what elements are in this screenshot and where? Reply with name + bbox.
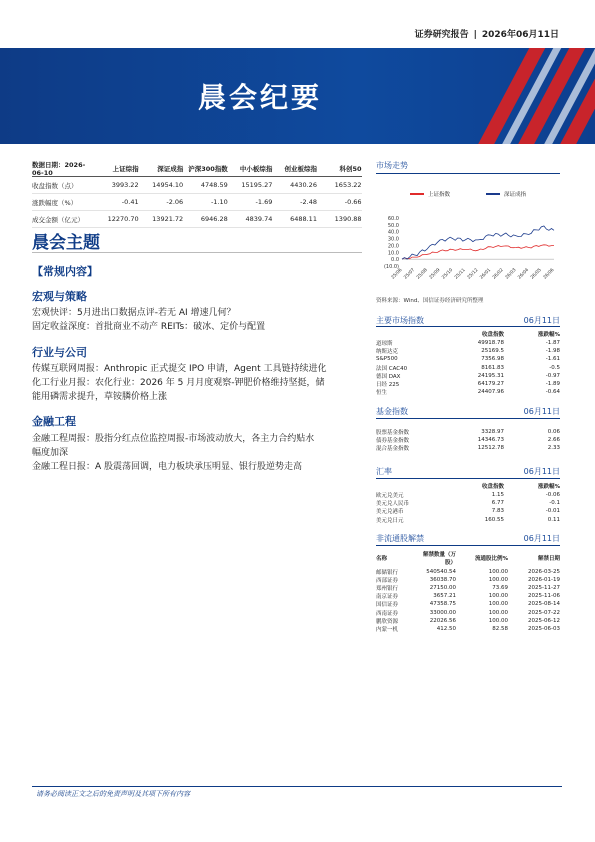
markets-rule <box>376 326 560 327</box>
table-cell: -1.10 <box>210 198 228 206</box>
table-row <box>376 388 560 396</box>
table-cell: 6488.11 <box>290 215 317 223</box>
article-link[interactable]: 传媒互联网周报：Anthropic 正式提交 IPO 申请，Agent 工具链持续进化 <box>32 364 327 374</box>
unlock-rule <box>376 545 560 546</box>
table-row <box>376 355 560 363</box>
table-cell: 国信证券 <box>376 602 399 609</box>
table-cell: 49918.78 <box>477 340 504 347</box>
table-row <box>32 177 362 194</box>
footer-rule <box>32 786 562 787</box>
article-link-continuation[interactable]: 幅度加深 <box>32 448 69 458</box>
table-cell: -0.97 <box>545 372 560 379</box>
article-link[interactable]: 金融工程日报：A 股震荡回调，电力板块承压明显、银行股逆势走高 <box>32 462 303 472</box>
table-cell: 收盘指数（点） <box>32 181 78 190</box>
table-cell: 24195.31 <box>477 372 504 379</box>
article-link[interactable]: 金融工程周报：股指分红点位监控周报-市场波动放大，各主力合约贴水 <box>32 434 315 444</box>
legend-swatch <box>410 193 424 195</box>
fx-rule <box>376 478 560 479</box>
table-row <box>376 600 560 608</box>
header-cell: 流通股比例% <box>474 556 508 562</box>
table-cell: 24407.96 <box>477 389 504 396</box>
table-cell: 涨跌幅度（%） <box>32 198 78 207</box>
table-cell: 64179.27 <box>477 381 504 388</box>
table-cell: 27150.00 <box>429 585 456 592</box>
table-header <box>376 548 560 568</box>
legend-item <box>410 190 450 198</box>
page-title: 晨会纪要 <box>197 81 322 114</box>
table-cell: 4430.26 <box>290 181 317 189</box>
table-cell: 2025-06-12 <box>528 617 560 624</box>
table-cell: -0.41 <box>121 198 139 206</box>
table-row <box>376 625 560 633</box>
y-tick-label: 30.0 <box>387 236 399 243</box>
table-row <box>376 568 560 576</box>
x-tick-label: 25/11 <box>454 267 467 281</box>
table-cell: 3993.22 <box>111 181 139 189</box>
unlock-title: 非流通股解禁 <box>376 534 424 543</box>
table-cell: -0.5 <box>549 364 560 371</box>
fx-date: 06月11日 <box>523 467 560 476</box>
y-tick-label: 60.0 <box>387 216 399 222</box>
content-category: 【常规内容】 <box>32 265 98 278</box>
header-cell: 创业板综指 <box>284 164 317 173</box>
table-cell: -0.64 <box>545 389 560 396</box>
unlock-date: 06月11日 <box>523 534 560 543</box>
table-cell: -0.1 <box>549 500 560 507</box>
table-cell: 欧元兑美元 <box>376 493 404 500</box>
table-row <box>376 372 560 380</box>
table-cell: 2025-08-14 <box>528 601 560 608</box>
table-header <box>376 481 560 491</box>
legend-item <box>486 190 526 198</box>
x-tick-label: 25/07 <box>403 267 417 281</box>
table-cell: -2.06 <box>166 198 184 206</box>
header-separator: | <box>473 30 477 40</box>
table-row <box>376 444 560 452</box>
section-heading-industry: 行业与公司 <box>32 346 87 359</box>
table-row <box>376 436 560 444</box>
table-cell: -1.61 <box>545 356 560 363</box>
section-divider <box>32 252 362 253</box>
table-cell: 14954.10 <box>152 181 184 189</box>
table-row <box>376 608 560 616</box>
table-cell: 25169.5 <box>481 348 504 355</box>
table-cell: 0.06 <box>547 429 560 436</box>
table-row <box>376 380 560 388</box>
table-row <box>376 507 560 515</box>
table-cell: 15195.27 <box>241 181 273 189</box>
table-cell: 6.77 <box>491 500 504 507</box>
x-tick-label: 26/01 <box>479 267 493 281</box>
table-cell: 4748.59 <box>200 181 228 189</box>
header-cell: 科创50 <box>339 164 362 173</box>
table-cell: 道琼斯 <box>376 341 393 348</box>
legend-label: 深证成指 <box>504 192 527 198</box>
table-cell: 纳斯达克 <box>376 349 399 356</box>
table-cell: 郑州银行 <box>376 586 399 593</box>
header-cell: 上证综指 <box>112 164 139 173</box>
y-tick-label: 50.0 <box>387 222 399 229</box>
table-cell: 成交金额（亿元） <box>32 215 84 224</box>
fx-title: 汇率 <box>376 467 392 476</box>
table-cell: 100.00 <box>488 617 508 624</box>
y-tick-label: 40.0 <box>387 229 399 236</box>
x-tick-label: 26/03 <box>504 267 518 281</box>
article-link[interactable]: 化工行业月报：农化行业：2026 年 5 月月度观察-钾肥价格维持坚挺，储 <box>32 378 325 388</box>
table-cell: 82.58 <box>492 625 508 632</box>
table-cell: 西部证券 <box>376 578 399 585</box>
article-link-continuation[interactable]: 能用磷需求提升，草铵膦价格上涨 <box>32 392 168 402</box>
markets-title: 主要市场指数 <box>376 316 424 325</box>
y-tick-label: 0.0 <box>391 257 399 264</box>
table-cell: 1390.88 <box>334 215 362 223</box>
section-heading-macro: 宏观与策略 <box>32 290 87 303</box>
header-cell: 中小板综指 <box>239 164 273 173</box>
table-cell: 100.00 <box>488 609 508 616</box>
table-cell: 160.55 <box>484 516 504 523</box>
funds-rule <box>376 418 560 419</box>
x-tick-label: 25/08 <box>416 267 429 281</box>
table-cell: -0.06 <box>545 492 560 499</box>
x-tick-label: 25/06 <box>390 267 404 281</box>
table-cell: 0.11 <box>547 516 560 523</box>
table-cell: -1.98 <box>545 348 560 355</box>
table-cell: 22026.56 <box>429 617 456 624</box>
table-cell: 2025-11-06 <box>528 593 560 600</box>
section-title: 晨会主题 <box>32 233 100 253</box>
table-cell: 美元兑港币 <box>376 509 404 516</box>
table-cell: -1.89 <box>545 381 560 388</box>
table-row <box>376 576 560 584</box>
markets-table <box>376 329 560 396</box>
table-cell: 100.00 <box>488 601 508 608</box>
table-cell: 3328.97 <box>481 429 504 436</box>
index-table <box>32 160 362 228</box>
table-cell: 1.15 <box>491 492 504 499</box>
table-cell: 100.00 <box>488 569 508 576</box>
table-cell: 日经 225 <box>376 382 400 389</box>
table-cell: 412.50 <box>436 625 456 632</box>
header-cell: 深证成指 <box>157 164 184 173</box>
table-cell: 2025-06-03 <box>528 625 560 632</box>
table-cell: 德国 DAX <box>376 373 401 380</box>
table-cell: 2026-01-19 <box>528 577 560 584</box>
table-cell: 股票基金指数 <box>376 430 410 437</box>
x-tick-label: 26/04 <box>517 267 531 281</box>
y-tick-label: 10.0 <box>387 250 399 257</box>
table-cell: -2.48 <box>300 198 317 206</box>
table-cell: 2026-03-25 <box>528 569 560 576</box>
section-heading-quant: 金融工程 <box>32 415 76 428</box>
chart-source: 资料来源：Wind、国信证券经济研究所整理 <box>376 298 484 304</box>
table-row <box>32 211 362 228</box>
table-cell: S&P500 <box>376 356 398 363</box>
table-cell: 8161.83 <box>481 364 504 371</box>
x-tick-label: 26/02 <box>492 267 505 281</box>
x-tick-label: 25/09 <box>428 267 442 281</box>
table-cell: 2025-11-27 <box>528 585 560 592</box>
table-row <box>376 617 560 625</box>
x-tick-label: 26/06 <box>542 267 556 281</box>
table-row <box>376 491 560 499</box>
table-row <box>376 516 560 524</box>
table-cell: 4839.74 <box>245 215 273 223</box>
fx-table <box>376 481 560 524</box>
table-row <box>376 428 560 436</box>
table-cell: 1653.22 <box>334 181 362 189</box>
title-banner <box>0 48 595 144</box>
funds-date: 06月11日 <box>523 407 560 416</box>
index-table-header <box>32 160 362 177</box>
table-cell: -0.01 <box>545 508 560 515</box>
funds-table <box>376 428 560 453</box>
table-cell: 2025-07-22 <box>528 609 560 616</box>
table-cell: 33000.00 <box>429 609 456 616</box>
article-link[interactable]: 固定收益深度：首批商业不动产 REITs：破冰、定价与配置 <box>32 322 266 332</box>
chart-title: 市场走势 <box>376 161 408 170</box>
table-cell: 12512.78 <box>477 445 504 452</box>
table-cell: 13921.72 <box>152 215 184 223</box>
report-type: 证券研究报告 <box>414 30 469 40</box>
table-cell: 内蒙一机 <box>376 626 399 633</box>
table-cell: 7.83 <box>491 508 504 515</box>
report-date: 2026年06月11日 <box>481 30 559 40</box>
table-cell: 恒生 <box>376 390 388 397</box>
table-cell: 540540.54 <box>426 569 456 576</box>
table-cell: 债券基金指数 <box>376 438 410 445</box>
table-cell: 47358.75 <box>429 601 456 608</box>
header-cell: 解禁日期 <box>537 556 560 562</box>
table-cell: 2.66 <box>547 437 560 444</box>
table-cell: 法国 CAC40 <box>376 365 408 372</box>
table-cell: 西南证券 <box>376 610 399 617</box>
table-cell: 12270.70 <box>107 215 139 223</box>
table-cell: 3657.21 <box>433 593 456 600</box>
header-cell: 涨跌幅% <box>537 332 560 338</box>
header-cell: 解禁数量（万股） <box>422 552 456 566</box>
table-cell: 7356.98 <box>481 356 504 363</box>
legend-label: 上证指数 <box>428 192 451 198</box>
table-cell: 混合基金指数 <box>376 446 410 453</box>
header-cell: 名称 <box>376 556 388 562</box>
legend-swatch <box>486 193 500 195</box>
table-cell: 6946.28 <box>200 215 228 223</box>
table-cell: 14346.73 <box>477 437 504 444</box>
header-cell: 收盘指数 <box>481 484 504 490</box>
y-tick-label: (10.0) <box>383 264 399 270</box>
article-link[interactable]: 宏观快评：5月进出口数据点评-若无 AI 增速几何？ <box>32 308 236 318</box>
table-cell: 100.00 <box>488 577 508 584</box>
table-row <box>376 364 560 372</box>
y-tick-label: 20.0 <box>387 243 399 250</box>
x-tick-label: 25/12 <box>466 267 480 281</box>
table-row <box>376 592 560 600</box>
series-line <box>402 245 554 259</box>
table-cell: 36038.70 <box>429 577 456 584</box>
unlock-table <box>376 548 560 633</box>
funds-title: 基金指数 <box>376 407 408 416</box>
markets-date: 06月11日 <box>523 316 560 325</box>
report-header <box>415 27 559 40</box>
table-row <box>376 347 560 355</box>
table-cell: -0.66 <box>344 198 362 206</box>
table-cell: 2.33 <box>547 445 560 452</box>
header-cell: 数据日期：2026-06-10 <box>32 160 86 177</box>
market-trend-chart <box>376 212 560 294</box>
table-cell: 邮储银行 <box>376 570 399 577</box>
series-line <box>402 226 554 259</box>
x-tick-label: 25/10 <box>441 267 455 281</box>
table-cell: -1.69 <box>255 198 273 206</box>
table-header <box>376 329 560 339</box>
table-row <box>32 194 362 211</box>
table-row <box>376 584 560 592</box>
table-cell: 73.69 <box>492 585 508 592</box>
header-cell: 涨跌幅% <box>537 484 560 490</box>
table-cell: 南京证券 <box>376 594 399 601</box>
chart-title-rule <box>376 173 560 174</box>
table-row <box>376 499 560 507</box>
header-cell: 收盘指数 <box>481 332 504 338</box>
table-cell: 100.00 <box>488 593 508 600</box>
footer-disclaimer: 请务必阅读正文之后的免责声明及其项下所有内容 <box>36 790 190 798</box>
table-cell: 美元兑人民币 <box>376 501 410 508</box>
header-cell: 沪深300指数 <box>188 164 228 173</box>
table-cell: -1.87 <box>545 340 560 347</box>
x-tick-label: 26/05 <box>530 267 543 281</box>
table-row <box>376 339 560 347</box>
table-cell: 鹏欣资源 <box>376 618 399 625</box>
table-cell: 美元兑日元 <box>376 517 404 524</box>
